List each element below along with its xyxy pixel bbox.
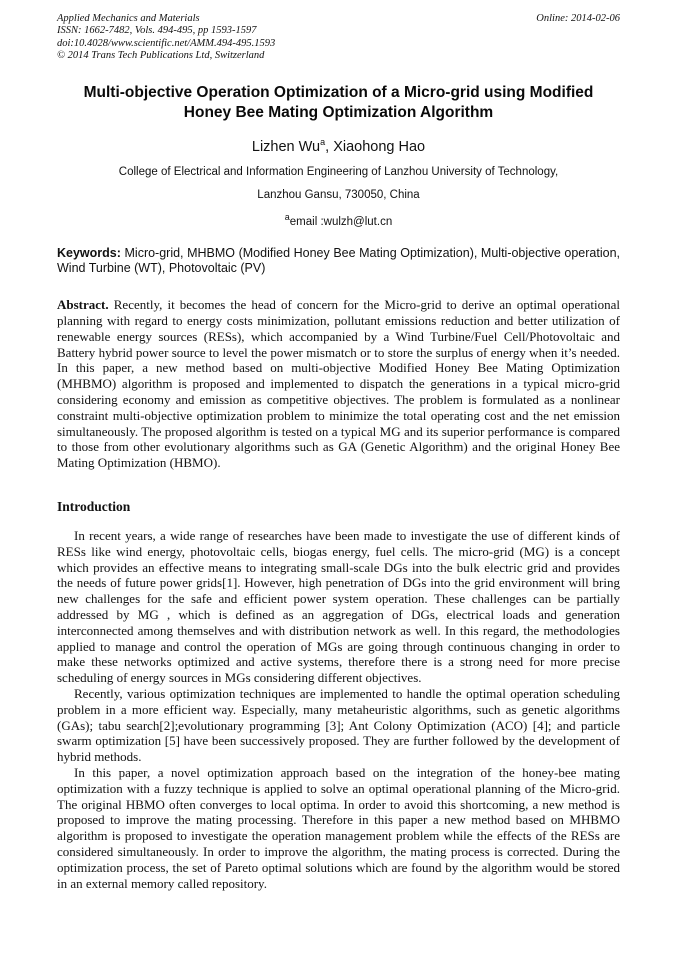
keywords-text: Micro-grid, MHBMO (Modified Honey Bee Mating Optimization), Multi-objective operation, Wind Turbine (WT), Photovoltaic (PV) <box>57 245 620 276</box>
online-date: Online: 2014-02-06 <box>536 13 620 24</box>
keywords-label: Keywords: <box>57 245 121 260</box>
email-text: email :wulzh@lut.cn <box>289 215 393 228</box>
doi-line: doi:10.4028/www.scientific.net/AMM.494-495.1593 <box>57 37 276 49</box>
paper-title-line-2: Honey Bee Mating Optimization Algorithm <box>183 103 494 121</box>
affiliation-line-2: Lanzhou Gansu, 730050, China <box>257 189 420 202</box>
abstract-label: Abstract. <box>57 297 109 313</box>
email-line <box>57 210 620 229</box>
journal-header <box>57 13 620 62</box>
author-rest: , Xiaohong Hao <box>325 139 426 156</box>
email-superscript: a <box>284 212 290 223</box>
introduction-heading: Introduction <box>57 499 131 515</box>
issn-line: ISSN: 1662-7482, Vols. 494-495, pp 1593-1597 <box>57 25 257 37</box>
introduction-paragraph-1: In recent years, a wide range of researches have been made to investigate the use of different kinds of RESs like wind energy, photovoltaic cells, biogas energy, fuel cells. The micro-grid (MG) is a concept which provides an effective means to integrating small-scale DGs into the bulk electric grid and provides the needs of future power grids[1]. However, high penetration of DGs into the grid environment will bring new challenges for the safe and efficient power system operation. These challenges can be partially addressed by MG , which is defined as an aggregation of DGs, electrical loads and generation interconnected among themselves and with distribution network as well. In this regard, the methodologies applied to manage and control the operation of MGs are going through continuous changing in order to make these networks optimized and active systems, therefore there is a strong need for more precise scheduling of energy sources in MGs considering different objectives. <box>57 528 620 686</box>
abstract-block <box>57 297 620 471</box>
affiliation-line-1: College of Electrical and Information Engineering of Lanzhou University of Technology, <box>118 166 559 179</box>
paper-title <box>57 83 620 122</box>
author-name: Lizhen Wu <box>251 139 321 156</box>
paper-title-line-1: Multi-objective Operation Optimization of a Micro-grid using Modified <box>83 84 594 102</box>
abstract-text: Recently, it becomes the head of concern for the Micro-grid to derive an optimal operational planning with regard to energy costs minimization, pollutant emissions reduction and better utilization of renewable energy sources (RESs), which accompanied by a Wind Turbine/Fuel Cell/Photovoltaic and Battery hybrid power source to level the power mismatch or to store the surplus of energy when it’s needed. In this paper, a new method based on multi-objective Modified Honey Bee Mating Optimization (MHBMO) algorithm is proposed and implemented to dispatch the generations in a typical micro-grid considering economy and emission as competitive objectives. The problem is formulated as a nonlinear constraint multi-objective optimization problem to minimize the total operating cost and the net emission simultaneously. The proposed algorithm is tested on a typical MG and its superior performance is compared to those from other evolutionary algorithms such as GA (Genetic Algorithm) and the original Honey Bee Mating Optimization (HBMO). <box>57 297 621 471</box>
author-superscript: a <box>320 137 326 148</box>
introduction-paragraph-3: In this paper, a novel optimization approach based on the integration of the honey-bee mating optimization with a fuzzy technique is applied to solve an optimal operational planning of the Micro-grid. The original HBMO often converges to local optima. In order to avoid this shortcoming, a new method is proposed to improve the mating processing. Therefore in this paper a new method based on MHBMO algorithm is proposed to investigate the operation management problem while the effects of the RESs are considered simultaneously. In order to improve the algorithm, the mating process is corrected. During the optimization process, the set of Pareto optimal solutions which are found by the algorithm would be stored in an external memory called repository. <box>57 764 620 891</box>
journal-name: Applied Mechanics and Materials <box>57 13 200 24</box>
authors-line <box>57 134 620 156</box>
copyright-line: © 2014 Trans Tech Publications Ltd, Switzerland <box>57 49 265 61</box>
keywords-block <box>57 246 620 276</box>
introduction-paragraph-2: Recently, various optimization techniques are implemented to handle the optimal operation scheduling problem in a more efficient way. Especially, many metaheuristic algorithms, such as genetic algorithms (GAs); tabu search[2];evolutionary programming [3]; Ant Colony Optimization (ACO) [4]; and particle swarm optimization [5] have been successively proposed. They are further followed by the development of hybrid methods. <box>57 685 620 765</box>
journal-header-left <box>57 13 275 62</box>
